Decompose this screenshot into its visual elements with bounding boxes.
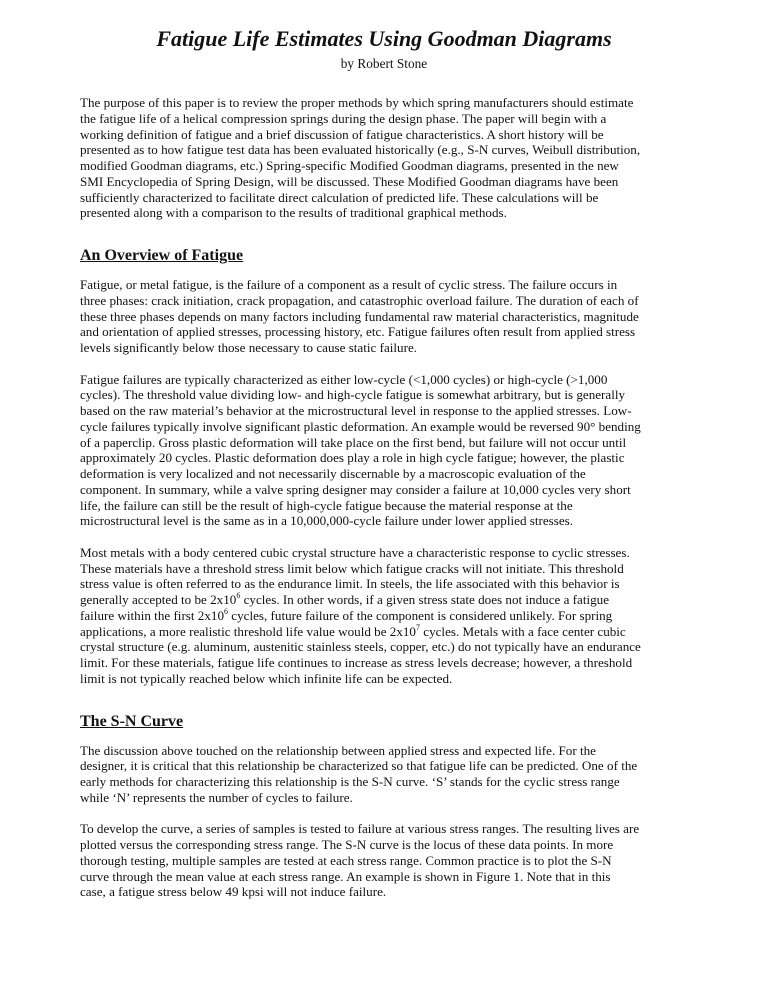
text-segment: early methods for characterizing this relationship is the S-N curve. ‘S’ stands for the cyclic stress range: [80, 774, 620, 789]
text-segment: cycle failures typically involve significant plastic deformation. An example would be reversed 90° bending: [80, 418, 641, 434]
text-segment: Most metals with a body centered cubic crystal structure have a characteristic response to cyclic stresses.: [80, 544, 630, 560]
text-line: [80, 869, 720, 885]
text-line: [80, 403, 720, 419]
text-segment: generally accepted to be 2x10: [80, 592, 237, 607]
text-segment: levels significantly below those necessary to cause static failure.: [80, 340, 418, 355]
text-line: [80, 482, 720, 498]
text-segment: cycles). The threshold value dividing low- and high-cycle fatigue is somewhat arbitrary, but is generally: [80, 387, 626, 403]
text-line: [80, 450, 720, 466]
text-line: [80, 774, 720, 790]
text-line: [80, 95, 720, 111]
text-line: [80, 372, 720, 388]
text-segment: designer, it is critical that this relationship be characterized so that fatigue life can be predicted. One of the: [80, 758, 638, 774]
text-line: [80, 419, 720, 435]
text-line: [80, 655, 720, 671]
text-segment: The discussion above touched on the relationship between applied stress and expected life. For the: [80, 742, 596, 758]
text-segment: applications, a more realistic threshold life value would be 2x10: [80, 623, 416, 639]
text-line: [80, 758, 720, 774]
text-line: [80, 837, 720, 853]
text-segment: limit is not typically reached below which infinite life can be expected.: [80, 670, 453, 686]
text-line: [80, 387, 720, 403]
text-segment: To develop the curve, a series of samples is tested to failure at various stress ranges. The resulting lives are: [80, 821, 640, 837]
text-line: [80, 884, 720, 900]
text-segment: plotted versus the corresponding stress range. The S-N curve is the locus of these data points. In more: [80, 837, 614, 852]
text-segment: case, a fatigue stress below 49 kpsi will not induce failure.: [80, 884, 387, 900]
text-line: [80, 639, 720, 655]
text-line: [80, 111, 720, 127]
author-byline: by Robert Stone: [340, 56, 428, 71]
text-segment: curve through the mean value at each stress range. An example is shown in Figure 1. Note that in this: [80, 868, 611, 884]
text-segment: microstructural level is the same as in a 10,000,000-cycle failure under lower applied stresses.: [80, 513, 574, 529]
text-segment: deformation is very localized and not necessarily discernable by a macroscopic evaluation of the: [80, 466, 586, 481]
paragraph: [80, 821, 720, 900]
text-line: [80, 561, 720, 577]
text-line: [80, 190, 720, 206]
text-segment: modified Goodman diagrams, etc.) Spring-specific Modified Goodman diagrams, presented in the new: [80, 158, 619, 173]
text-line: [80, 743, 720, 759]
text-segment: of a paperclip. Gross plastic deformation will take place on the first bend, but failure will not occur until: [80, 434, 627, 450]
text-segment: while ‘N’ represents the number of cycles to failure.: [80, 789, 353, 805]
text-segment: presented as to how fatigue test data has been evaluated historically (e.g., S-N curves, Weibull distribution,: [80, 142, 641, 158]
text-segment: failure within the first 2x10: [80, 607, 224, 623]
text-segment: sufficiently characterized to facilitate direct calculation of predicted life. These calculations will be: [80, 189, 599, 205]
text-segment: these three phases depends on many factors including fundamental raw material characteristics, magnitude: [80, 308, 639, 324]
text-segment: thorough testing, multiple samples are tested at each stress range. Common practice is to plot the S-N: [80, 852, 612, 868]
paragraph: [80, 277, 720, 356]
text-segment: based on the raw material’s behavior at the microstructural level in response to the applied stresses. Low-: [80, 403, 632, 418]
text-segment: life, the failure can still be the result of high-cycle fatigue because the material response at the: [80, 497, 573, 513]
section-heading: The S-N Curve: [80, 712, 184, 730]
text-segment: These materials have a threshold stress limit below which fatigue cracks will not initiate. This threshold: [80, 560, 624, 576]
text-segment: the fatigue life of a helical compression springs during the design phase. The paper will begin with a: [80, 110, 607, 126]
text-segment: approximately 20 cycles. Plastic deformation does play a role in high cycle fatigue; however, the plastic: [80, 450, 625, 466]
text-line: [80, 624, 720, 640]
text-segment: Fatigue, or metal fatigue, is the failure of a component as a result of cyclic stress. The failure occurs in: [80, 277, 618, 292]
text-line: [80, 790, 720, 806]
text-line: [80, 324, 720, 340]
text-line: [80, 576, 720, 592]
document-body: [80, 95, 720, 900]
section-heading: An Overview of Fatigue: [80, 247, 244, 264]
text-line: [80, 545, 720, 561]
text-line: [80, 513, 720, 529]
text-line: [80, 293, 720, 309]
text-line: [80, 309, 720, 325]
text-line: [80, 142, 720, 158]
text-line: [80, 340, 720, 356]
text-segment: and orientation of applied stresses, processing history, etc. Fatigue failures often result from applied stress: [80, 324, 636, 340]
text-segment: cycles. Metals with a face center cubic: [419, 623, 626, 639]
text-segment: crystal structure (e.g. aluminum, austenitic stainless steels, copper, etc.) do not typically have an endurance: [80, 639, 641, 655]
text-line: [80, 466, 720, 482]
superscript-exponent: 7: [415, 622, 420, 632]
text-line: [80, 277, 720, 293]
text-line: [80, 592, 720, 608]
text-line: [80, 174, 720, 190]
text-line: [80, 205, 720, 221]
paragraph: [80, 743, 720, 806]
text-segment: stress value is often referred to as the endurance limit. In steels, the life associated with this behavior is: [80, 576, 620, 592]
text-segment: SMI Encyclopedia of Spring Design, will be discussed. These Modified Goodman diagrams have been: [80, 173, 619, 189]
text-line: [80, 821, 720, 837]
text-segment: cycles. In other words, if a given stress state does not induce a fatigue: [240, 592, 610, 607]
superscript-exponent: 6: [224, 606, 228, 616]
text-segment: The purpose of this paper is to review the proper methods by which spring manufacturers should estimate: [80, 95, 634, 110]
paragraph: [80, 545, 720, 687]
text-segment: cycles, future failure of the component is considered unlikely. For spring: [228, 607, 613, 623]
text-segment: limit. For these materials, fatigue life continues to increase as stress levels decrease; however, a threshold: [80, 655, 633, 670]
text-line: [80, 435, 720, 451]
superscript-exponent: 6: [236, 591, 241, 600]
text-line: [80, 158, 720, 174]
text-segment: three phases: crack initiation, crack propagation, and catastrophic overload failure. The duration of each of: [80, 292, 639, 308]
text-line: [80, 127, 720, 143]
text-line: [80, 608, 720, 624]
text-segment: Fatigue failures are typically characterized as either low-cycle (<1,000 cycles) or high-cycle (>1,000: [80, 371, 608, 387]
paragraph: [80, 95, 720, 221]
text-line: [80, 853, 720, 869]
text-line: [80, 671, 720, 687]
paragraph: [80, 372, 720, 530]
document-title: Fatigue Life Estimates Using Goodman Diagrams: [156, 26, 612, 51]
text-segment: component. In summary, while a valve spring designer may consider a failure at 10,000 cycles very short: [80, 481, 631, 497]
text-line: [80, 498, 720, 514]
text-segment: working definition of fatigue and a brief discussion of fatigue characteristics. A short history will be: [80, 126, 604, 142]
text-segment: presented along with a comparison to the results of traditional graphical methods.: [80, 205, 507, 221]
